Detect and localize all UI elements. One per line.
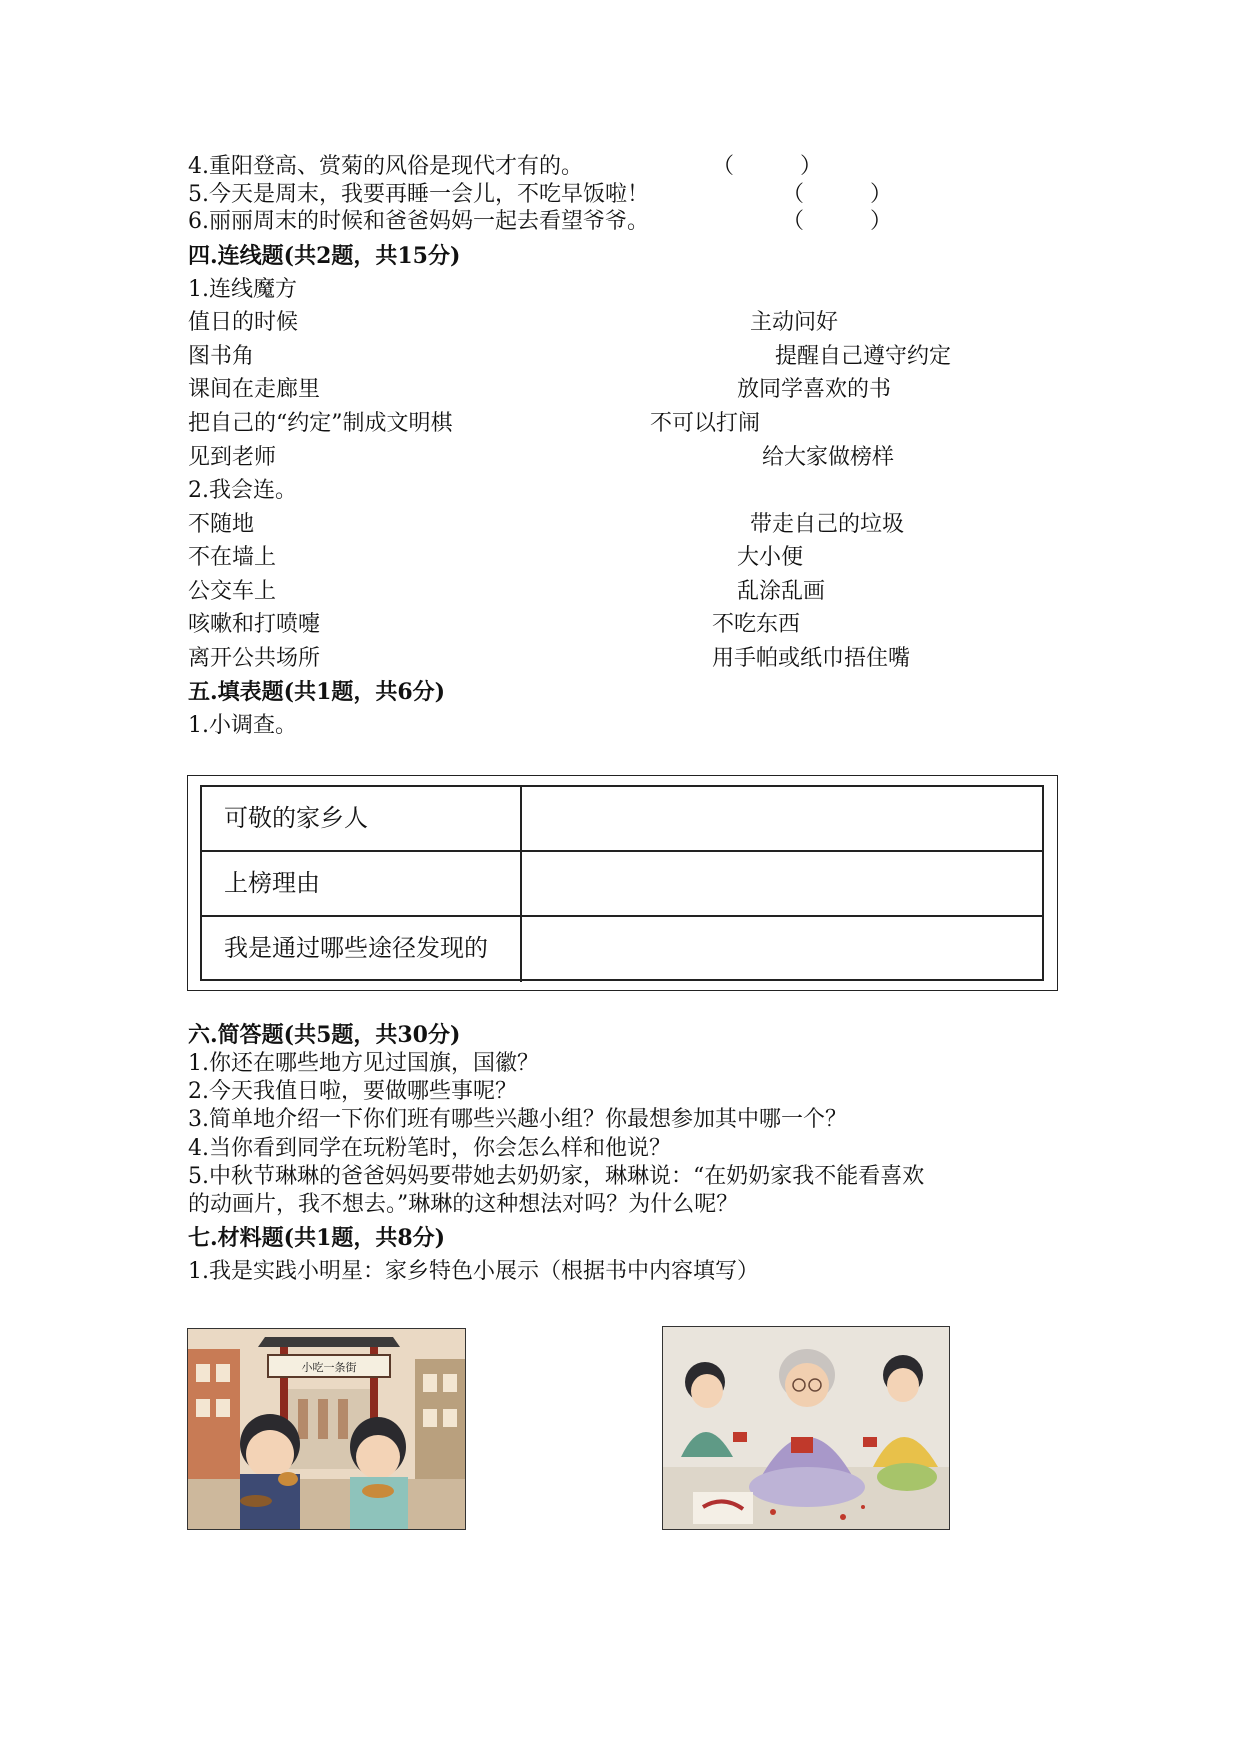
table-answer-cell[interactable] bbox=[522, 917, 1042, 982]
match-right-item: 放同学喜欢的书 bbox=[737, 377, 892, 402]
table-row-label: 可敬的家乡人 bbox=[202, 787, 522, 850]
section-6-heading: 六.简答题(共5题，共30分) bbox=[188, 1022, 461, 1048]
question-5-1-title: 1.小调查。 bbox=[188, 713, 297, 738]
short-answer-question: 3.简单地介绍一下你们班有哪些兴趣小组？你最想参加其中哪一个？ bbox=[188, 1107, 847, 1132]
answer-paren-6[interactable]: （ ） bbox=[782, 209, 893, 234]
table-answer-cell[interactable] bbox=[522, 852, 1042, 915]
match-right-item: 用手帕或纸巾捂住嘴 bbox=[712, 646, 911, 671]
table-row bbox=[202, 917, 1042, 982]
match-left-item: 不在墙上 bbox=[188, 545, 277, 570]
question-4-1-title: 1.连线魔方 bbox=[188, 277, 297, 302]
tf-item-5: 5.今天是周末，我要再睡一会儿，不吃早饭啦！ bbox=[188, 182, 649, 207]
match-right-item: 主动问好 bbox=[750, 310, 839, 335]
section-4-heading: 四.连线题(共2题，共15分) bbox=[188, 243, 461, 269]
tf-item-4: 4.重阳登高、赏菊的风俗是现代才有的。 bbox=[188, 154, 583, 179]
match-left-item: 咳嗽和打喷嚏 bbox=[188, 612, 321, 637]
table-row-label: 我是通过哪些途径发现的 bbox=[202, 917, 522, 982]
answer-paren-5[interactable]: （ ） bbox=[782, 182, 893, 207]
question-7-1-title: 1.我是实践小明星：家乡特色小展示（根据书中内容填写） bbox=[188, 1259, 759, 1284]
question-4-2-title: 2.我会连。 bbox=[188, 478, 297, 503]
match-left-item: 见到老师 bbox=[188, 445, 277, 470]
match-right-item: 给大家做榜样 bbox=[762, 445, 895, 470]
short-answer-question: 5.中秋节琳琳的爸爸妈妈要带她去奶奶家，琳琳说：“在奶奶家我不能看喜欢 bbox=[188, 1164, 925, 1189]
short-answer-question: 1.你还在哪些地方见过国旗，国徽？ bbox=[188, 1051, 539, 1076]
paper-cutting-illustration bbox=[662, 1326, 950, 1530]
match-left-item: 公交车上 bbox=[188, 579, 277, 604]
short-answer-question: 2.今天我值日啦，要做哪些事呢？ bbox=[188, 1079, 517, 1104]
answer-paren-4[interactable]: （ ） bbox=[712, 154, 823, 179]
match-right-item: 带走自己的垃圾 bbox=[750, 512, 905, 537]
survey-table bbox=[200, 785, 1044, 981]
match-right-item: 大小便 bbox=[737, 545, 804, 570]
table-answer-cell[interactable] bbox=[522, 787, 1042, 850]
match-left-item: 图书角 bbox=[188, 344, 255, 369]
survey-table-frame bbox=[187, 775, 1058, 991]
match-left-item: 不随地 bbox=[188, 512, 255, 537]
short-answer-question-continued: 的动画片，我不想去。”琳琳的这种想法对吗？为什么呢？ bbox=[188, 1192, 739, 1217]
sign-text: 小吃一条街 bbox=[301, 1361, 357, 1374]
match-left-item: 离开公共场所 bbox=[188, 646, 321, 671]
table-row bbox=[202, 852, 1042, 917]
tf-item-6: 6.丽丽周末的时候和爸爸妈妈一起去看望爷爷。 bbox=[188, 209, 649, 234]
match-right-item: 不吃东西 bbox=[712, 612, 801, 637]
match-right-item: 乱涂乱画 bbox=[737, 579, 826, 604]
match-left-item: 值日的时候 bbox=[188, 310, 299, 335]
snack-street-illustration bbox=[187, 1328, 466, 1530]
match-left-item: 把自己的“约定”制成文明棋 bbox=[188, 411, 453, 436]
table-row bbox=[202, 787, 1042, 852]
match-right-item: 不可以打闹 bbox=[650, 411, 761, 436]
short-answer-question: 4.当你看到同学在玩粉笔时，你会怎么样和他说？ bbox=[188, 1136, 671, 1161]
match-left-item: 课间在走廊里 bbox=[188, 377, 321, 402]
section-5-heading: 五.填表题(共1题，共6分) bbox=[188, 679, 446, 705]
match-right-item: 提醒自己遵守约定 bbox=[775, 344, 952, 369]
section-7-heading: 七.材料题(共1题，共8分) bbox=[188, 1225, 446, 1251]
table-row-label: 上榜理由 bbox=[202, 852, 522, 915]
